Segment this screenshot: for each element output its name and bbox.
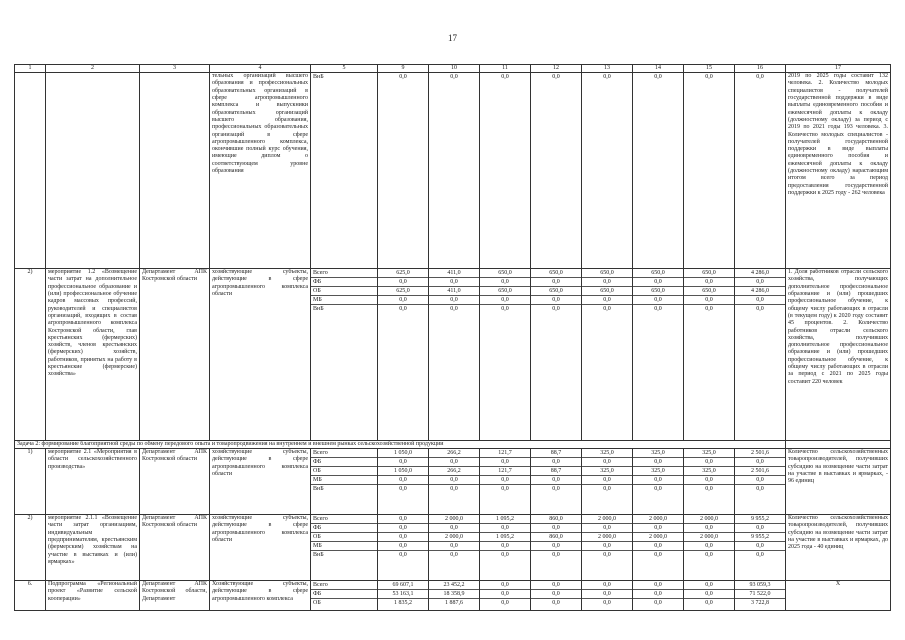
year-values: [378, 73, 429, 269]
column-number: 15: [684, 65, 735, 73]
funding-value: 0,0: [633, 542, 683, 551]
funding-value: 9 955,2: [735, 533, 785, 542]
funding-value: 0,0: [684, 590, 734, 599]
year-values: [684, 581, 735, 611]
year-values: [684, 73, 735, 269]
funding-value: 121,7: [480, 467, 530, 476]
funding-value: 121,7: [480, 449, 530, 458]
funding-value: 0,0: [735, 278, 785, 287]
funding-value: 1 095,2: [480, 515, 530, 524]
funding-value: 0,0: [756, 306, 764, 312]
funding-source-label: Всего: [311, 269, 377, 278]
funding-value: 23 452,2: [429, 581, 479, 590]
funding-source-label: МБ: [311, 296, 377, 305]
column-number: 5: [311, 65, 378, 73]
funding-value: 0,0: [480, 524, 530, 533]
header-row: [15, 65, 891, 73]
funding-value: 860,0: [531, 515, 581, 524]
funding-value: 0,0: [480, 542, 530, 551]
column-number: 1: [15, 65, 46, 73]
funding-value: 0,0: [450, 552, 458, 558]
participants: хозяйствующие субъекты, действующие в сфере агропромышленного комплекса области: [210, 515, 311, 581]
funding-sources: [311, 515, 378, 581]
funding-value: 1 835,2: [394, 600, 412, 606]
year-values: [582, 581, 633, 611]
funding-sources: [311, 73, 378, 269]
funding-source-label: ОБ: [311, 467, 377, 476]
measure-name: [46, 73, 140, 269]
year-values: [735, 73, 786, 269]
year-values: [582, 269, 633, 441]
funding-value: 0,0: [531, 458, 581, 467]
year-values: [480, 269, 531, 441]
funding-value: 0,0: [378, 476, 428, 485]
funding-value: 0,0: [531, 590, 581, 599]
funding-value: 0,0: [735, 458, 785, 467]
funding-value: 18 358,9: [429, 590, 479, 599]
funding-value: 0,0: [633, 524, 683, 533]
executor: Департамент АПК Костромской области: [140, 269, 210, 441]
funding-value: 2 501,6: [735, 467, 785, 476]
year-values: [582, 515, 633, 581]
funding-value: 0,0: [582, 476, 632, 485]
funding-value: 0,0: [633, 590, 683, 599]
participants: тельных организаций высшего образования и профессиональных образовательных организаций в сфере агропромышленного комплекса и выпускники образовательных организаций высшего образования, профессиональных образовательных организаций в сфере агропромышленного комплекса, окончившие полный курс обучения, имеющие диплом о соответствующем уровне образования: [210, 73, 311, 269]
funding-source-label: МБ: [311, 542, 377, 551]
funding-value: 0,0: [531, 296, 581, 305]
funding-value: 2 000,0: [429, 515, 479, 524]
year-values: [429, 581, 480, 611]
funding-value: 0,0: [633, 278, 683, 287]
executor: Департамент АПК Костромской области, Департамент: [140, 581, 210, 611]
funding-value: 0,0: [501, 600, 509, 606]
budget-table: [14, 64, 891, 611]
funding-value: 0,0: [531, 476, 581, 485]
funding-value: 2 501,6: [735, 449, 785, 458]
funding-value: 0,0: [450, 74, 458, 80]
funding-value: 88,7: [531, 449, 581, 458]
funding-value: 0,0: [378, 524, 428, 533]
column-number: 16: [735, 65, 786, 73]
expected-result: Количество сельскохозяйственных товаропроизводителей, получивших субсидию на возмещение части затрат на участие в выставках и ярмарках, до 2025 года - 40 единиц: [786, 515, 891, 581]
funding-value: 0,0: [603, 306, 611, 312]
funding-value: 0,0: [501, 486, 509, 492]
funding-value: 0,0: [582, 542, 632, 551]
funding-value: 650,0: [531, 287, 581, 296]
task-row: [15, 441, 891, 449]
row-number: 6.: [15, 581, 46, 611]
funding-value: 0,0: [756, 486, 764, 492]
funding-value: 860,0: [531, 533, 581, 542]
funding-value: 0,0: [429, 458, 479, 467]
participants: Хозяйствующие субъекты, действующие в сфере агропромышленного комплекса: [210, 581, 311, 611]
year-values: [633, 73, 684, 269]
year-values: [480, 73, 531, 269]
column-number: 3: [140, 65, 210, 73]
funding-value: 0,0: [654, 600, 662, 606]
row-number: 2): [15, 515, 46, 581]
table-row: [15, 73, 891, 269]
funding-value: 0,0: [684, 524, 734, 533]
funding-value: 0,0: [480, 590, 530, 599]
funding-source-label: ФБ: [311, 458, 377, 467]
funding-value: 0,0: [399, 486, 407, 492]
funding-value: 0,0: [429, 278, 479, 287]
funding-value: 0,0: [705, 600, 713, 606]
funding-value: 0,0: [480, 476, 530, 485]
funding-value: 650,0: [633, 287, 683, 296]
funding-value: 650,0: [480, 269, 530, 278]
funding-value: 1 095,2: [480, 533, 530, 542]
funding-value: 0,0: [603, 600, 611, 606]
page-number: 17: [448, 33, 457, 43]
funding-value: 0,0: [582, 590, 632, 599]
funding-sources: [311, 449, 378, 515]
funding-value: 2 000,0: [429, 533, 479, 542]
funding-value: 0,0: [705, 306, 713, 312]
column-number: 10: [429, 65, 480, 73]
year-values: [531, 269, 582, 441]
year-values: [531, 449, 582, 515]
funding-value: 0,0: [501, 74, 509, 80]
funding-value: 0,0: [450, 486, 458, 492]
funding-value: 0,0: [684, 581, 734, 590]
year-values: [429, 269, 480, 441]
row-number: 1): [15, 449, 46, 515]
funding-value: 2 000,0: [684, 515, 734, 524]
funding-value: 625,0: [378, 269, 428, 278]
funding-source-label: ВнБ: [313, 74, 324, 80]
funding-value: 411,0: [429, 269, 479, 278]
funding-value: 2 000,0: [633, 533, 683, 542]
funding-value: 0,0: [480, 296, 530, 305]
funding-value: 0,0: [654, 306, 662, 312]
funding-source-label: Всего: [311, 515, 377, 524]
funding-source-label: Всего: [311, 581, 377, 590]
funding-value: 0,0: [399, 306, 407, 312]
funding-value: 0,0: [705, 552, 713, 558]
year-values: [735, 449, 786, 515]
funding-value: 9 955,2: [735, 515, 785, 524]
funding-value: 0,0: [633, 581, 683, 590]
funding-value: 0,0: [531, 542, 581, 551]
funding-value: 0,0: [450, 306, 458, 312]
funding-value: 0,0: [684, 278, 734, 287]
funding-value: 4 286,0: [735, 287, 785, 296]
funding-value: 0,0: [603, 552, 611, 558]
funding-value: 0,0: [429, 476, 479, 485]
funding-value: 0,0: [582, 524, 632, 533]
funding-source-label: ФБ: [311, 278, 377, 287]
funding-value: 650,0: [582, 287, 632, 296]
funding-value: 0,0: [531, 278, 581, 287]
funding-value: 0,0: [480, 458, 530, 467]
participants: хозяйствующие субъекты, действующие в сфере агропромышленного комплекса области: [210, 449, 311, 515]
funding-value: 0,0: [684, 476, 734, 485]
funding-value: 0,0: [552, 306, 560, 312]
column-number: 14: [633, 65, 684, 73]
year-values: [429, 515, 480, 581]
funding-sources: [311, 581, 378, 611]
expected-result: 2019 по 2025 годы составит 132 человека. 2. Количество молодых специалистов - получателей государственной поддержки в виде выплаты единовременного пособия и ежемесячной доплаты к окладу (должностному окладу) за период с 2019 по 2021 годы 193 человека. 3. Количество молодых специалистов - получателей государственной поддержки в виде выплаты единовременного пособия и ежемесячной доплаты к окладу (должностному окладу) нарастающим итогом всего за период предоставления государственной поддержки к 2025 году - 262 человека: [786, 73, 891, 269]
year-values: [480, 449, 531, 515]
funding-value: 0,0: [531, 581, 581, 590]
funding-value: 0,0: [582, 458, 632, 467]
funding-value: 325,0: [633, 449, 683, 458]
measure-name: Подпрограмма «Региональный проект «Развитие сельской кооперации»: [46, 581, 140, 611]
year-values: [735, 515, 786, 581]
funding-value: 325,0: [684, 449, 734, 458]
funding-value: 0,0: [684, 458, 734, 467]
funding-source-label: ОБ: [311, 533, 377, 542]
year-values: [633, 449, 684, 515]
funding-source-label: ФБ: [311, 590, 377, 599]
funding-value: 0,0: [552, 486, 560, 492]
funding-sources: [311, 269, 378, 441]
expected-result: X: [786, 581, 891, 611]
funding-value: 0,0: [633, 296, 683, 305]
funding-value: 0,0: [582, 296, 632, 305]
year-values: [582, 449, 633, 515]
funding-value: 1 050,0: [378, 467, 428, 476]
funding-value: 0,0: [603, 74, 611, 80]
funding-source-label: ВнБ: [313, 552, 324, 558]
funding-source-label: ФБ: [311, 524, 377, 533]
year-values: [633, 581, 684, 611]
funding-value: 0,0: [378, 515, 428, 524]
participants: хозяйствующие субъекты, действующие в сфере агропромышленного комплекса области: [210, 269, 311, 441]
funding-value: 0,0: [378, 278, 428, 287]
year-values: [480, 581, 531, 611]
funding-value: 71 522,0: [735, 590, 785, 599]
funding-value: 0,0: [552, 600, 560, 606]
year-values: [735, 581, 786, 611]
funding-value: 93 059,3: [735, 581, 785, 590]
funding-value: 266,2: [429, 449, 479, 458]
funding-value: 0,0: [603, 486, 611, 492]
funding-value: 0,0: [735, 296, 785, 305]
funding-value: 0,0: [378, 458, 428, 467]
funding-value: 53 163,1: [378, 590, 428, 599]
funding-value: 0,0: [582, 278, 632, 287]
year-values: [378, 449, 429, 515]
funding-value: 0,0: [654, 74, 662, 80]
column-number: 2: [46, 65, 140, 73]
executor: [140, 73, 210, 269]
year-values: [429, 73, 480, 269]
funding-value: 0,0: [654, 486, 662, 492]
year-values: [531, 581, 582, 611]
funding-value: 1 050,0: [378, 449, 428, 458]
table-row: [15, 515, 891, 581]
funding-value: 411,0: [429, 287, 479, 296]
year-values: [684, 449, 735, 515]
year-values: [480, 515, 531, 581]
year-values: [582, 73, 633, 269]
funding-value: 0,0: [480, 278, 530, 287]
funding-value: 0,0: [735, 476, 785, 485]
year-values: [684, 269, 735, 441]
funding-value: 266,2: [429, 467, 479, 476]
funding-value: 325,0: [582, 449, 632, 458]
column-number: 9: [378, 65, 429, 73]
funding-value: 650,0: [684, 269, 734, 278]
funding-value: 0,0: [501, 306, 509, 312]
funding-source-label: МБ: [311, 476, 377, 485]
funding-source-label: Всего: [311, 449, 377, 458]
funding-value: 0,0: [399, 74, 407, 80]
funding-value: 4 286,0: [735, 269, 785, 278]
funding-value: 0,0: [633, 458, 683, 467]
column-number: 4: [210, 65, 311, 73]
funding-value: 0,0: [429, 542, 479, 551]
expected-result: Количество сельскохозяйственных товаропроизводителей, получивших субсидию на возмещение части затрат на участие в выставках и ярмарках, - 96 единиц: [786, 449, 891, 515]
funding-value: 0,0: [429, 296, 479, 305]
funding-value: 0,0: [582, 581, 632, 590]
funding-source-label: ОБ: [313, 600, 321, 606]
funding-value: 2 000,0: [582, 533, 632, 542]
funding-value: 0,0: [654, 552, 662, 558]
funding-value: 0,0: [429, 524, 479, 533]
year-values: [378, 269, 429, 441]
funding-value: 0,0: [378, 533, 428, 542]
funding-value: 325,0: [633, 467, 683, 476]
row-number: [15, 73, 46, 269]
funding-value: 0,0: [756, 74, 764, 80]
funding-value: 650,0: [684, 287, 734, 296]
year-values: [684, 515, 735, 581]
funding-value: 0,0: [735, 524, 785, 533]
task-empty-cell: [786, 441, 891, 449]
funding-value: 0,0: [531, 524, 581, 533]
column-number: 13: [582, 65, 633, 73]
table-row: [15, 269, 891, 441]
measure-name: мероприятие 1.2 «Возмещение части затрат на дополнительное профессиональное образование и (или) профессиональное обучение кадров массовых профессий, руководителей и специалистов организаций, входящих в состав агропромышленного комплекса Костромской области, глав крестьянских (фермерских) хозяйств, членов крестьянских (фермерских) хозяйств, работников, принятых на работу в крестьянские (фермерские) хозяйства»: [46, 269, 140, 441]
row-number: 2): [15, 269, 46, 441]
measure-name: мероприятие 2.1 «Мероприятия в области сельскохозяйственного производства»: [46, 449, 140, 515]
funding-value: 0,0: [552, 74, 560, 80]
funding-value: 0,0: [756, 552, 764, 558]
year-values: [633, 515, 684, 581]
table-row: [15, 581, 891, 611]
measure-name: мероприятие 2.1.1 «Возмещение части затрат организациям, индивидуальным предпринимателям, крестьянским (фермерским) хозяйствам на участие в выставках и (или) ярмарках»: [46, 515, 140, 581]
funding-value: 650,0: [633, 269, 683, 278]
funding-value: 0,0: [705, 486, 713, 492]
funding-value: 650,0: [531, 269, 581, 278]
year-values: [531, 73, 582, 269]
funding-value: 0,0: [378, 296, 428, 305]
funding-value: 0,0: [480, 581, 530, 590]
executor: Департамент АПК Костромской области: [140, 449, 210, 515]
funding-value: 2 000,0: [633, 515, 683, 524]
funding-value: 0,0: [378, 542, 428, 551]
year-values: [531, 515, 582, 581]
year-values: [378, 581, 429, 611]
funding-source-label: ВнБ: [313, 306, 324, 312]
funding-value: 88,7: [531, 467, 581, 476]
year-values: [378, 515, 429, 581]
year-values: [735, 269, 786, 441]
executor: Департамент АПК Костромской области: [140, 515, 210, 581]
funding-value: 0,0: [684, 296, 734, 305]
funding-value: 0,0: [684, 542, 734, 551]
funding-value: 2 000,0: [582, 515, 632, 524]
funding-value: 625,0: [378, 287, 428, 296]
funding-value: 0,0: [501, 552, 509, 558]
column-number: 17: [786, 65, 891, 73]
column-number: 12: [531, 65, 582, 73]
funding-value: 325,0: [582, 467, 632, 476]
funding-source-label: ВнБ: [313, 486, 324, 492]
funding-value: 0,0: [633, 476, 683, 485]
table-row: [15, 449, 891, 515]
year-values: [633, 269, 684, 441]
funding-value: 2 000,0: [684, 533, 734, 542]
funding-source-label: ОБ: [311, 287, 377, 296]
funding-value: 650,0: [480, 287, 530, 296]
funding-value: 650,0: [582, 269, 632, 278]
funding-value: 0,0: [552, 552, 560, 558]
funding-value: 69 607,1: [378, 581, 428, 590]
funding-value: 0,0: [735, 542, 785, 551]
funding-value: 1 887,6: [445, 600, 463, 606]
funding-value: 3 722,8: [751, 600, 769, 606]
funding-value: 325,0: [684, 467, 734, 476]
year-values: [429, 449, 480, 515]
funding-value: 0,0: [399, 552, 407, 558]
expected-result: 1. Доля работников отрасли сельского хозяйства, получающих дополнительное профессиональное образование и (или) прошедших профессиональное обучение, к общему числу работающих в отрасли (в текущем году) к 2020 году составит 45 процентов. 2. Количество работников отрасли сельского хозяйства, получивших дополнительное профессиональное образование и (или) прошедших профессиональное обучение, к общему числу работающих в отрасли за период с 2021 по 2025 годы составит 220 человек: [786, 269, 891, 441]
funding-value: 0,0: [705, 74, 713, 80]
task-heading: Задача 2: формирование благоприятной среды по обмену передового опыта и товаропродвижения на внутреннем и внешнем рынках сельскохозяйственной продукции: [15, 441, 786, 449]
column-number: 11: [480, 65, 531, 73]
